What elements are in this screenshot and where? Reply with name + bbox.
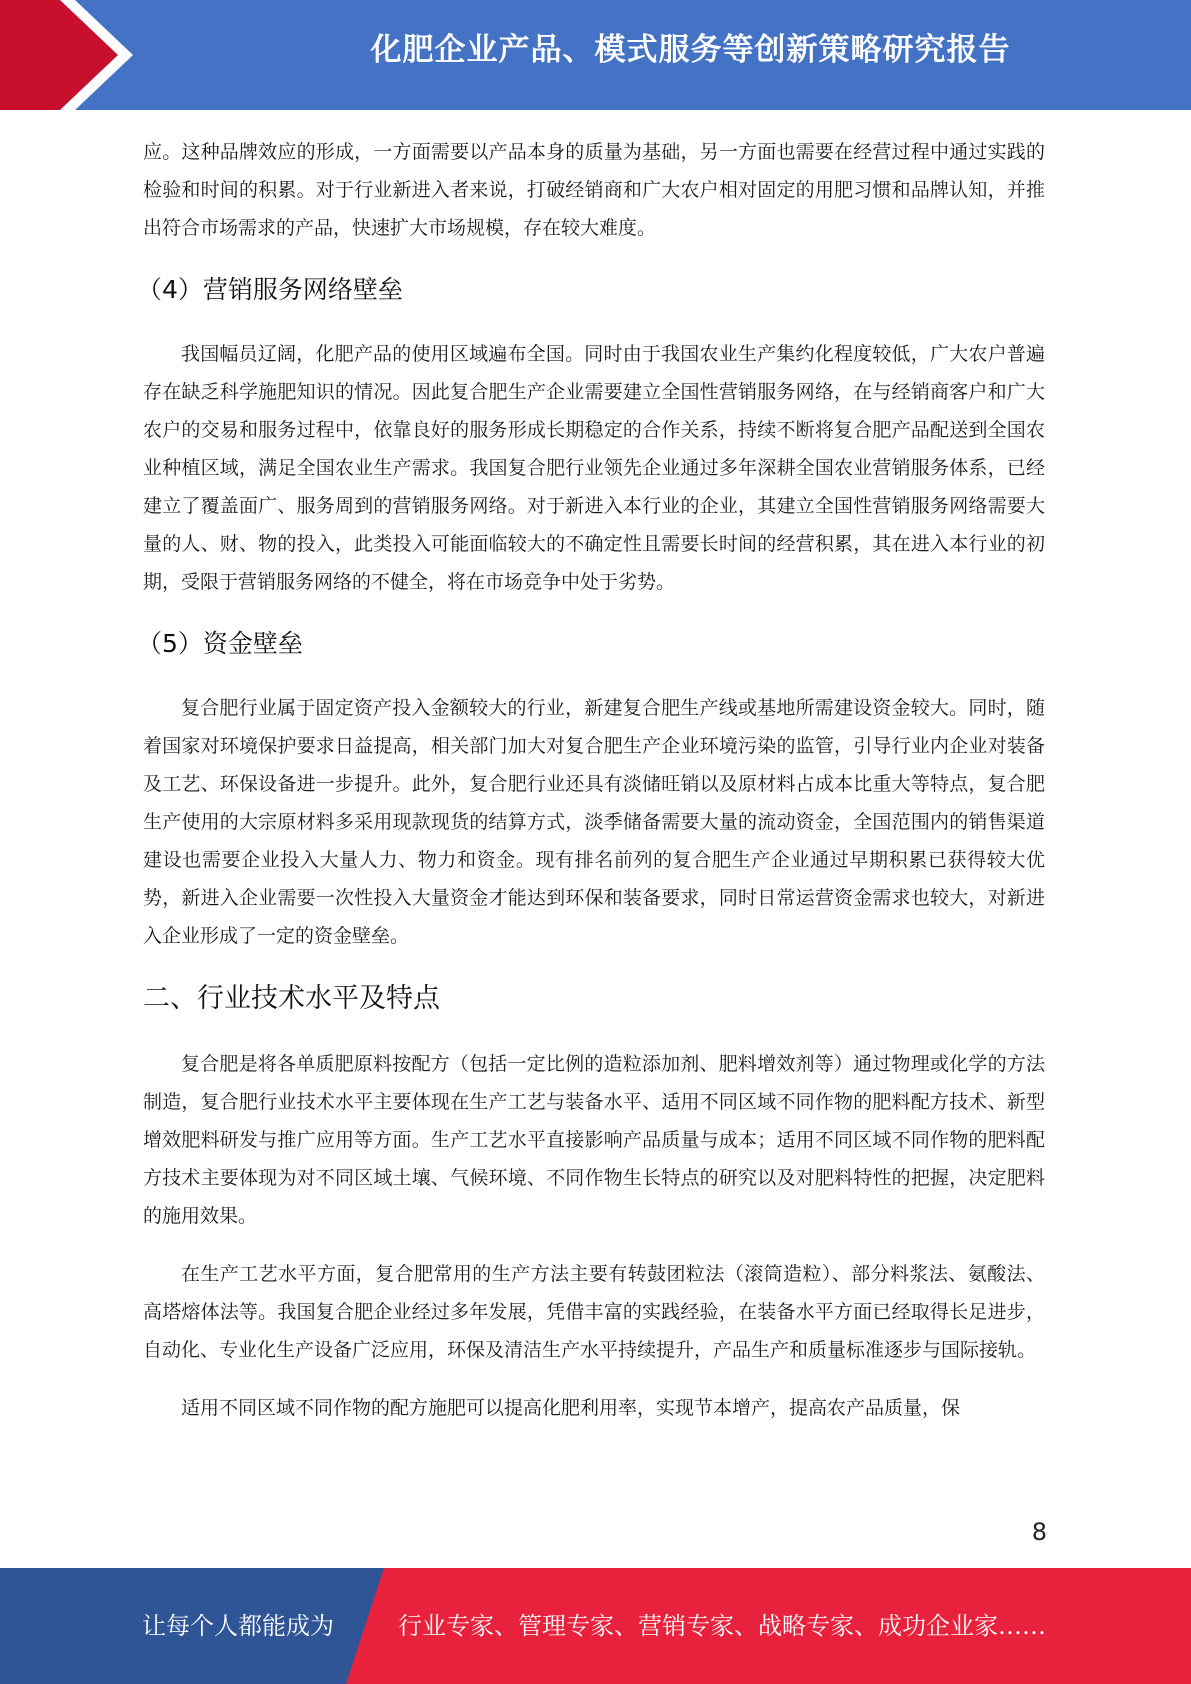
marketing-paragraph: 我国幅员辽阔，化肥产品的使用区域遍布全国。同时由于我国农业生产集约化程度较低，广大农户普遍存在缺乏科学施肥知识的情况。因此复合肥生产企业需要建立全国性营销服务网络，在与经销商客户和广大农户的交易和服务过程中，依靠良好的服务形成长期稳定的合作关系，持续不断将复合肥产品配送到全国农业种植区域，满足全国农业生产需求。我国复合肥行业领先企业通过多年深耕全国农业营销服务体系，已经建立了覆盖面广、服务周到的营销服务网络。对于新进入本行业的企业，其建立全国性营销服务网络需要大量的人、财、物的投入，此类投入可能面临较大的不确定性且需要长时间的经营积累，其在进入本行业的初期，受限于营销服务网络的不健全，将在市场竞争中处于劣势。 [143,343,1045,593]
report-title: 化肥企业产品、模式服务等创新策略研究报告 [370,32,1011,68]
footer-slogan-right: 行业专家、管理专家、营销专家、战略专家、成功企业家…… [398,1612,1046,1640]
tech-paragraph-1: 复合肥是将各单质肥原料按配方（包括一定比例的造粒添加剂、肥料增效剂等）通过物理或化学的方法制造，复合肥行业技术水平主要体现在生产工艺与装备水平、适用不同区域不同作物的肥料配方技术、新型增效肥料研发与推广应用等方面。生产工艺水平直接影响产品质量与成本；适用不同区域不同作物的肥料配方技术主要体现为对不同区域土壤、气候环境、不同作物生长特点的研究以及对肥料特性的把握，决定肥料的施用效果。 [143,1053,1045,1227]
page-header [0,0,1191,110]
tech-paragraph-2: 在生产工艺水平方面，复合肥常用的生产方法主要有转鼓团粒法（滚筒造粒）、部分料浆法、氨酸法、高塔熔体法等。我国复合肥企业经过多年发展，凭借丰富的实践经验，在装备水平方面已经取得长足进步，自动化、专业化生产设备广泛应用，环保及清洁生产水平持续提升，产品生产和质量标准逐步与国际接轨。 [143,1263,1045,1361]
heading-tech-level: 二、行业技术水平及特点 [143,983,440,1014]
page-footer [0,1568,1191,1684]
heading-marketing-barrier: （4）营销服务网络壁垒 [137,275,403,304]
footer-slogan-left: 让每个人都能成为 [142,1612,334,1640]
page-content [137,133,1045,1427]
tech-paragraph-3: 适用不同区域不同作物的配方施肥可以提高化肥利用率，实现节本增产，提高农产品质量，保 [181,1397,961,1419]
intro-paragraph: 应。这种品牌效应的形成，一方面需要以产品本身的质量为基础，另一方面也需要在经营过程中通过实践的检验和时间的积累。对于行业新进入者来说，打破经销商和广大农户相对固定的用肥习惯和品牌认知，并推出符合市场需求的产品，快速扩大市场规模，存在较大难度。 [143,141,1045,239]
header-chevron-icon [0,0,160,110]
page-number: 8 [1031,1518,1047,1546]
heading-capital-barrier: （5）资金壁垒 [137,629,303,658]
capital-paragraph: 复合肥行业属于固定资产投入金额较大的行业，新建复合肥生产线或基地所需建设资金较大。同时，随着国家对环境保护要求日益提高，相关部门加大对复合肥生产企业环境污染的监管，引导行业内企业对装备及工艺、环保设备进一步提升。此外，复合肥行业还具有淡储旺销以及原材料占成本比重大等特点，复合肥生产使用的大宗原材料多采用现款现货的结算方式，淡季储备需要大量的流动资金，全国范围内的销售渠道建设也需要企业投入大量人力、物力和资金。现有排名前列的复合肥生产企业通过早期积累已获得较大优势，新进入企业需要一次性投入大量资金才能达到环保和装备要求，同时日常运营资金需求也较大，对新进入企业形成了一定的资金壁垒。 [143,697,1045,947]
